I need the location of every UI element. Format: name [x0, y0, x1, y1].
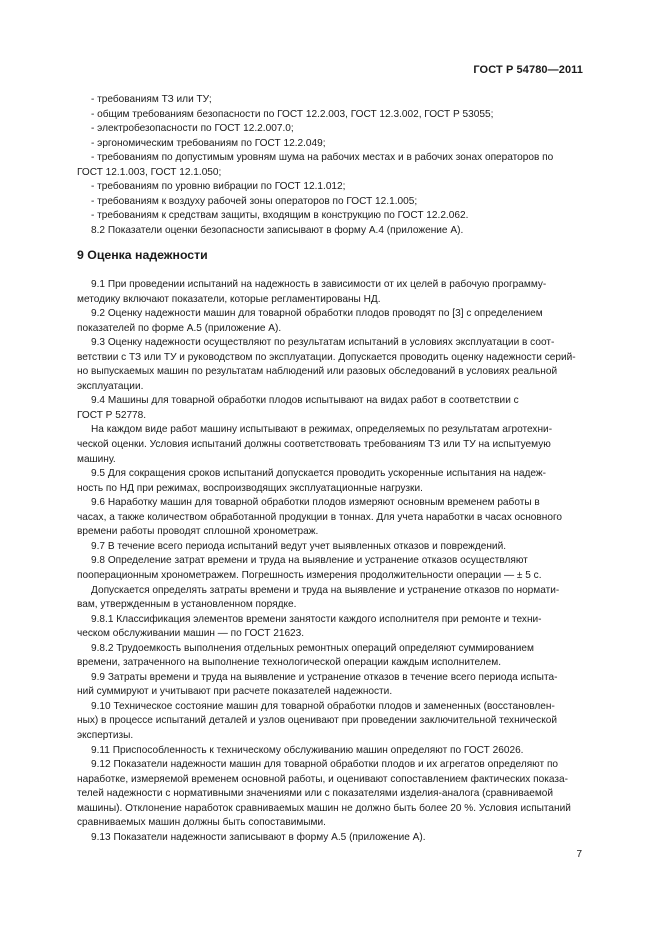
line: ГОСТ Р 52778. — [77, 409, 147, 421]
line: 9.6 Наработку машин для товарной обработки плодов измеряют основным временем работы в — [91, 497, 540, 509]
line: экспертизы. — [77, 729, 134, 741]
line: 9.9 Затраты времени и труда на выявление и устранение отказов в течение всего периода испыта- — [91, 671, 558, 683]
list-item: - требованиям ТЗ или ТУ; — [91, 94, 212, 105]
paragraph-9-8 — [77, 554, 583, 583]
line: но выпускаемых машин по результатам наблюдений или разовых обследований в условиях реальной — [77, 366, 558, 378]
line: пооперационным хронометражем. Погрешность измерения продолжительности операции — ± 5 с. — [77, 569, 542, 581]
paragraph-9-13: 9.13 Показатели надежности записывают в форму А.5 (приложение А). — [91, 831, 426, 843]
line: часах, а также количеством обработанной продукции в тоннах. Для учета наработки в часах основного — [77, 511, 563, 523]
line: 9.4 Машины для товарной обработки плодов испытывают на видах работ в соответствии с — [91, 395, 519, 407]
line: ность по НД при режимах, воспроизводящих эксплуатационные нагрузки. — [77, 482, 423, 494]
line: времени, затраченного на выполнение технологической операции каждым исполнителем. — [77, 657, 502, 669]
paragraph-9-3 — [77, 336, 583, 394]
line: ных) в процессе испытаний деталей и узлов оценивают при проведении заключительной технической — [77, 715, 557, 727]
line: ветствии с ТЗ или ТУ и руководством по эксплуатации. Допускается проводить оценку надежности серий- — [77, 351, 576, 363]
list-item: - требованиям к воздуху рабочей зоны операторов по ГОСТ 12.1.005; — [91, 195, 418, 207]
line: ческом обслуживании машин — по ГОСТ 21623. — [77, 628, 305, 640]
paragraph-9-6 — [77, 496, 583, 540]
line: показателей по форме А.5 (приложение А). — [77, 322, 282, 334]
paragraph-8-2: 8.2 Показатели оценки безопасности записывают в форму А.4 (приложение А). — [91, 224, 464, 236]
line: 9.8 Определение затрат времени и труда на выявление и устранение отказов осуществляют — [91, 555, 528, 567]
line: Допускается определять затраты времени и труда на выявление и устранение отказов по нормати- — [91, 584, 560, 596]
line: 9.5 Для сокращения сроков испытаний допускается проводить ускоренные испытания на надеж- — [91, 468, 547, 480]
section-heading: 9 Оценка надежности — [77, 248, 208, 263]
line: машину. — [77, 453, 116, 465]
list-item: - общим требованиям безопасности по ГОСТ 12.2.003, ГОСТ 12.3.002, ГОСТ Р 53055; — [91, 108, 494, 120]
paragraph-9-4 — [77, 394, 583, 423]
line: эксплуатации. — [77, 380, 144, 392]
list-item: - электробезопасности по ГОСТ 12.2.007.0; — [91, 123, 294, 135]
list-item: - требованиям по допустимым уровням шума на рабочих местах и в рабочих зонах операторов по — [91, 152, 554, 164]
paragraph-9-8-continued — [77, 584, 583, 613]
line: наработке, измеряемой временем основной работы, и оценивают сопоставлением фактических показа- — [77, 773, 568, 785]
list-item: - требованиям к средствам защиты, входящим в конструкцию по ГОСТ 12.2.062. — [91, 210, 469, 222]
line: На каждом виде работ машину испытывают в режимах, определяемых по результатам агротехни- — [91, 424, 553, 436]
paragraph-9-8-2 — [77, 642, 583, 671]
paragraph-9-5 — [77, 467, 583, 496]
line: ний суммируют и учитывают при расчете показателей надежности. — [77, 686, 393, 698]
line: времени работы проводят сплошной хронометраж. — [77, 526, 319, 538]
paragraph-9-11: 9.11 Приспособленность к техническому обслуживанию машин определяют по ГОСТ 26026. — [91, 744, 524, 756]
paragraph-9-12 — [77, 758, 583, 831]
line: вам, утвержденным в установленном порядке. — [77, 599, 297, 611]
paragraph-9-8-1 — [77, 613, 583, 642]
paragraph-9-7: 9.7 В течение всего периода испытаний ведут учет выявленных отказов и повреждений. — [91, 540, 507, 552]
page-number: 7 — [576, 849, 582, 860]
line: 9.8.1 Классификация элементов времени занятости каждого исполнителя при ремонте и техни- — [91, 613, 542, 625]
paragraph-9-10 — [77, 700, 583, 744]
line: 9.1 При проведении испытаний на надежность в зависимости от их целей в рабочую программу- — [91, 279, 547, 291]
line: 9.8.2 Трудоемкость выполнения отдельных ремонтных операций определяют суммированием — [91, 642, 534, 654]
paragraph-9-2 — [77, 307, 583, 336]
paragraph-9-9 — [77, 671, 583, 700]
list-item: - требованиям по уровню вибрации по ГОСТ 12.1.012; — [91, 181, 346, 193]
line: 9.2 Оценку надежности машин для товарной обработки плодов проводят по [3] с определением — [91, 308, 543, 320]
line: 9.12 Показатели надежности машин для товарной обработки плодов и их агрегатов определяют по — [91, 759, 559, 771]
list-item: - эргономическим требованиям по ГОСТ 12.2.049; — [91, 137, 326, 149]
line: телей надежности с нормативными значениями или с показателями изделия-аналога (сравниваемой — [77, 788, 554, 800]
line: машины). Отклонение наработок сравниваемых машин не должно быть более 20 %. Условия испытаний — [77, 802, 571, 814]
page-body — [77, 93, 583, 845]
line: ческой оценки. Условия испытаний должны соответствовать требованиям ТЗ или ТУ на испытуемую — [77, 439, 551, 451]
list-item-continuation: ГОСТ 12.1.003, ГОСТ 12.1.050; — [77, 166, 222, 178]
line: методику включают показатели, которые регламентированы НД. — [77, 293, 381, 305]
document-number-header: ГОСТ Р 54780—2011 — [473, 64, 583, 76]
line: 9.10 Техническое состояние машин для товарной обработки плодов и замененных (восстановлен- — [91, 700, 555, 712]
line: сравниваемых машин должны быть сопоставимыми. — [77, 817, 326, 829]
paragraph-9-4-continued — [77, 423, 583, 467]
line: 9.3 Оценку надежности осуществляют по результатам испытаний в условиях эксплуатации в соот- — [91, 337, 555, 349]
paragraph-9-1 — [77, 278, 583, 307]
